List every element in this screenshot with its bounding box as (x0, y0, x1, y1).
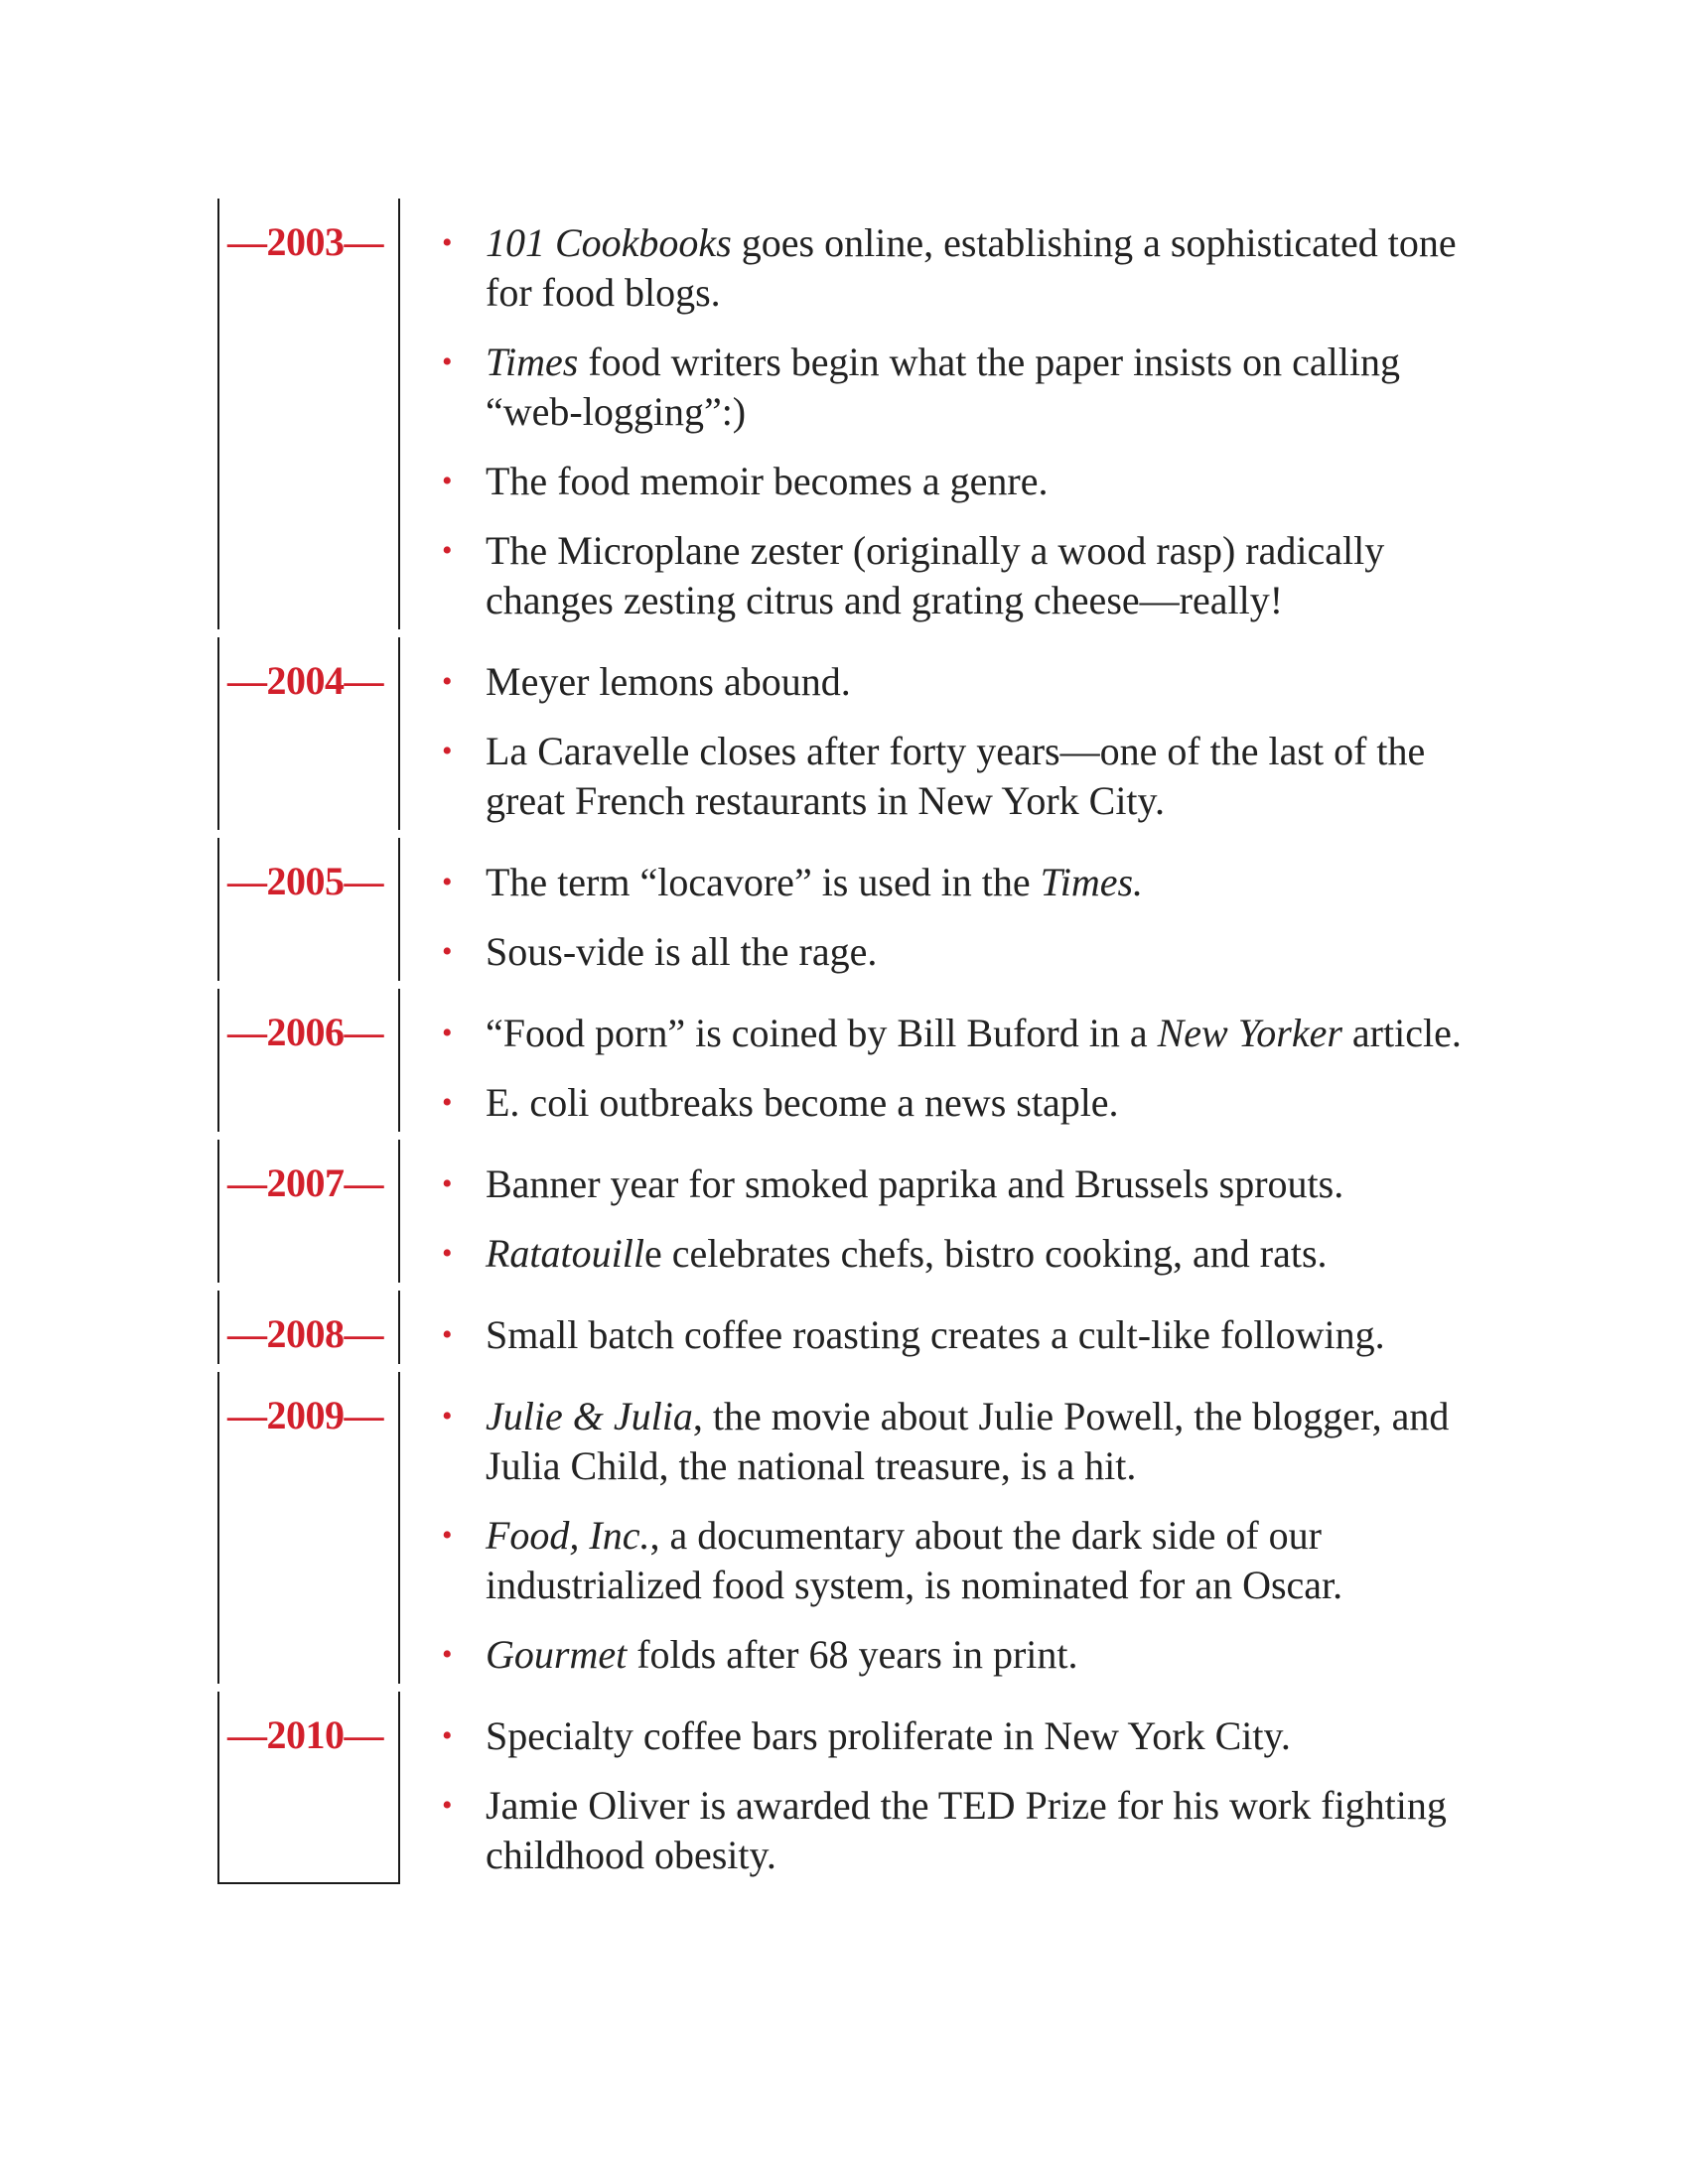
year-column (217, 1692, 400, 1884)
year-column (217, 1372, 400, 1684)
year-block (217, 1291, 1508, 1364)
event-item (400, 727, 1492, 826)
event-item (400, 927, 1492, 977)
bullet-icon: • (442, 1719, 453, 1752)
event-text: The food memoir becomes a genre. (486, 459, 1049, 503)
event-item (400, 1781, 1492, 1880)
event-item (400, 1160, 1492, 1209)
event-text-italic: 101 Cookbooks (486, 220, 732, 265)
year-column (217, 838, 400, 981)
bullet-icon: • (442, 1638, 453, 1671)
year-column (217, 199, 400, 629)
year-block (217, 989, 1508, 1132)
event-item (400, 1310, 1492, 1360)
bullet-icon: • (442, 1237, 453, 1270)
event-text: Sous-vide is all the rage. (486, 929, 878, 974)
year-label: —2003— (227, 219, 383, 264)
bullet-icon: • (442, 1400, 453, 1433)
event-list (400, 1140, 1508, 1283)
event-text: Meyer lemons abound. (486, 659, 851, 704)
event-list (400, 1372, 1508, 1684)
year-label: —2010— (227, 1712, 383, 1757)
event-text-italic: Food, Inc. (486, 1513, 650, 1558)
timeline (217, 199, 1508, 1884)
year-column (217, 1291, 400, 1364)
year-column (217, 1140, 400, 1283)
event-text-italic: New Yorker (1157, 1011, 1342, 1055)
bullet-icon: • (442, 935, 453, 968)
event-list (400, 637, 1508, 830)
year-label: —2007— (227, 1160, 383, 1205)
event-list (400, 1291, 1508, 1364)
event-text-italic: Gourmet (486, 1632, 628, 1677)
bullet-icon: • (442, 1017, 453, 1049)
year-block (217, 1372, 1508, 1684)
year-label: —2005— (227, 859, 383, 903)
year-block (217, 199, 1508, 629)
event-item (400, 657, 1492, 707)
bullet-icon: • (442, 1086, 453, 1119)
event-text: “Food porn” is coined by Bill Buford in a (486, 1011, 1158, 1055)
event-item (400, 1229, 1492, 1279)
bullet-icon: • (442, 735, 453, 767)
year-column (217, 989, 400, 1132)
event-item (400, 526, 1492, 625)
event-text: Jamie Oliver is awarded the TED Prize for his work fighting childhood obesity. (486, 1783, 1447, 1877)
event-item (400, 457, 1492, 506)
bullet-icon: • (442, 345, 453, 378)
event-text-italic: Ratatouill (486, 1231, 644, 1276)
event-text: goes online, establishing a sophisticated tone for food blogs. (486, 220, 1457, 315)
year-block (217, 1692, 1508, 1884)
year-column (217, 637, 400, 830)
event-text: The Microplane zester (originally a wood rasp) radically changes zesting citrus and grating cheese—really! (486, 528, 1385, 622)
year-block (217, 1140, 1508, 1283)
year-block (217, 838, 1508, 981)
event-text-italic: Julie & Julia (486, 1394, 693, 1438)
bullet-icon: • (442, 665, 453, 698)
event-list (400, 199, 1508, 629)
event-text: Banner year for smoked paprika and Brussels sprouts. (486, 1161, 1344, 1206)
event-text: , the movie about Julie Powell, the blogger, and Julia Child, the national treasure, is a hit. (486, 1394, 1450, 1488)
event-text: food writers begin what the paper insists on calling “web-logging”:) (486, 340, 1400, 434)
event-text: La Caravelle closes after forty years—one of the last of the great French restaurants in New York City. (486, 729, 1426, 823)
year-label: —2008— (227, 1311, 383, 1356)
bullet-icon: • (442, 866, 453, 898)
event-item (400, 1630, 1492, 1680)
event-item (400, 1392, 1492, 1491)
year-label: —2004— (227, 658, 383, 703)
event-text: , a documentary about the dark side of our industrialized food system, is nominated for an Oscar. (486, 1513, 1343, 1607)
bullet-icon: • (442, 1789, 453, 1822)
bullet-icon: • (442, 534, 453, 567)
event-text: The term “locavore” is used in the (486, 860, 1041, 904)
event-item (400, 1009, 1492, 1058)
event-item (400, 1711, 1492, 1761)
year-block (217, 637, 1508, 830)
event-item (400, 858, 1492, 907)
event-text: folds after 68 years in print. (627, 1632, 1078, 1677)
event-text: Specialty coffee bars proliferate in New York City. (486, 1713, 1291, 1758)
event-item (400, 1078, 1492, 1128)
event-item (400, 338, 1492, 437)
event-text: e celebrates chefs, bistro cooking, and rats. (644, 1231, 1328, 1276)
bullet-icon: • (442, 1167, 453, 1200)
event-text: Small batch coffee roasting creates a cult-like following. (486, 1312, 1385, 1357)
bullet-icon: • (442, 1519, 453, 1552)
year-label: —2006— (227, 1010, 383, 1054)
year-label: —2009— (227, 1393, 383, 1437)
bullet-icon: • (442, 1318, 453, 1351)
event-list (400, 1692, 1508, 1884)
event-item (400, 1511, 1492, 1610)
event-text: article. (1341, 1011, 1462, 1055)
event-list (400, 989, 1508, 1132)
event-text-italic: Times. (1040, 860, 1144, 904)
event-item (400, 218, 1492, 318)
bullet-icon: • (442, 465, 453, 497)
event-text-italic: Times (486, 340, 579, 384)
event-text: E. coli outbreaks become a news staple. (486, 1080, 1119, 1125)
event-list (400, 838, 1508, 981)
bullet-icon: • (442, 226, 453, 259)
